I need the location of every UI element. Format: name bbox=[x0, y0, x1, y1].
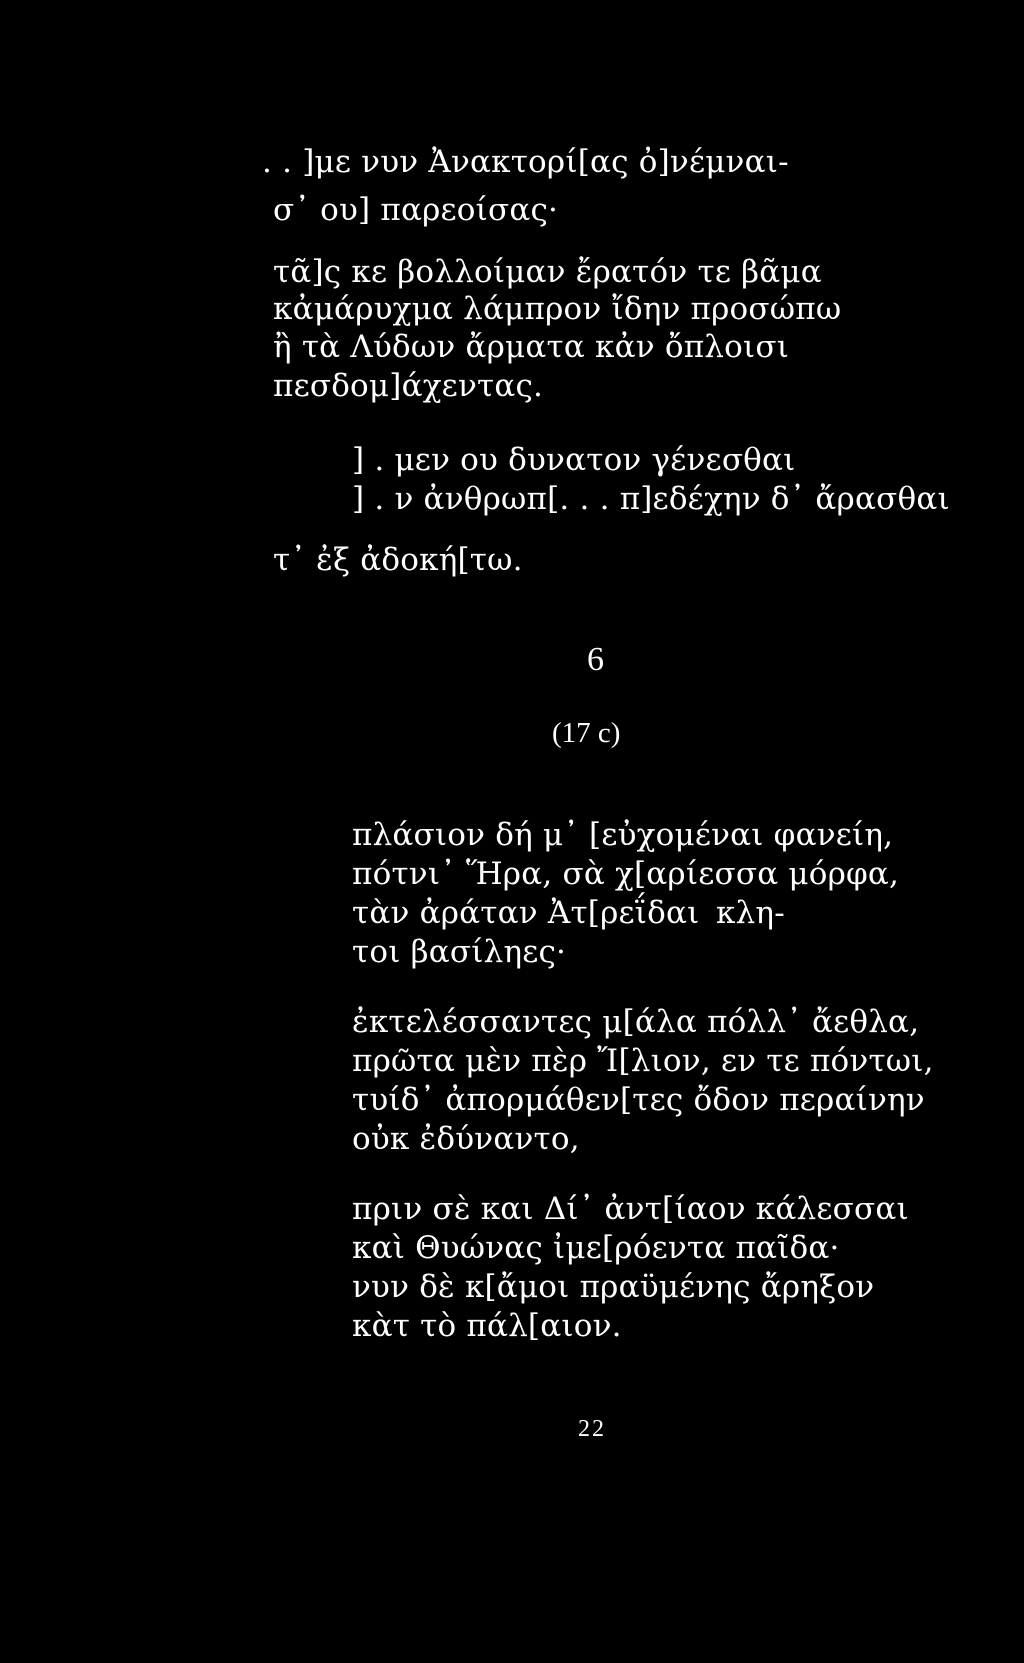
stanza-e-line-4: κὰτ τὸ πάλ[αιον. bbox=[352, 1308, 622, 1344]
stanza-a-line-2: σ᾽ ου] παρεοίσας· bbox=[273, 192, 559, 228]
stanza-c-line-2: πότνι᾽ Ἥρα, σὰ χ[αρίεσσα μόρφα, bbox=[352, 856, 900, 892]
stanza-e-line-1: πριν σὲ και Δί᾽ ἀντ[ίαον κάλεσσαι bbox=[352, 1191, 909, 1227]
stanza-a-line-1: . . ]με νυν Ἀνακτορί[ας ὀ]νέμναι- bbox=[262, 144, 789, 180]
poem-reference: (17 c) bbox=[552, 717, 621, 749]
stanza-e-line-3: νυν δὲ κ[ἄμοι πραϋμένης ἄρηξον bbox=[352, 1269, 875, 1305]
fragment-line-1: ] . μεν ου δυνατον γένεσθαι bbox=[352, 442, 796, 478]
stanza-b-line-1: τᾶ]ς κε βολλοίμαν ἔρατόν τε βᾶμα bbox=[273, 254, 822, 290]
stanza-c-line-1: πλάσιον δή μ᾽ [εὐχομέναι φανείη, bbox=[352, 817, 894, 853]
page-number: 22 bbox=[578, 1416, 606, 1442]
stanza-b-line-2: κἀμάρυχμα λάμπρον ἴδην προσώπω bbox=[273, 291, 842, 327]
stanza-d-line-2: πρῶτα μὲν πὲρ Ἴ[λιον, εν τε πόντωι, bbox=[352, 1043, 934, 1079]
poem-number: 6 bbox=[587, 641, 604, 678]
stanza-b-line-3: ἢ τὰ Λύδων ἄρματα κἀν ὄπλοισι bbox=[273, 329, 790, 365]
stanza-e-line-2: καὶ Θυώνας ἰμε[ρόεντα παῖδα· bbox=[352, 1230, 840, 1266]
stanza-c-line-3a: τὰν ἀράταν Ἀτ[ρεΐδαι bbox=[352, 895, 700, 931]
stanza-d-line-1: ἐκτελέσσαντες μ[άλα πόλλ᾽ ἄεθλα, bbox=[352, 1004, 920, 1040]
stanza-d-line-3: τυίδ᾽ ἀπορμάθεν[τες ὄδον περαίνην bbox=[352, 1082, 925, 1118]
stanza-c-line-3b: κλη- bbox=[716, 895, 785, 931]
stanza-c-line-4: τοι βασίληες· bbox=[352, 934, 567, 970]
fragment-line-3: τ᾽ ἐξ ἀδοκή[τω. bbox=[273, 542, 523, 578]
fragment-line-2: ] . ν ἀνθρωπ[. . . π]εδέχην δ᾽ ἄρασθαι bbox=[352, 481, 950, 517]
stanza-b-line-4: πεσδομ]άχεντας. bbox=[273, 368, 544, 404]
stanza-d-line-4: οὐκ ἐδύναντο, bbox=[352, 1121, 580, 1157]
